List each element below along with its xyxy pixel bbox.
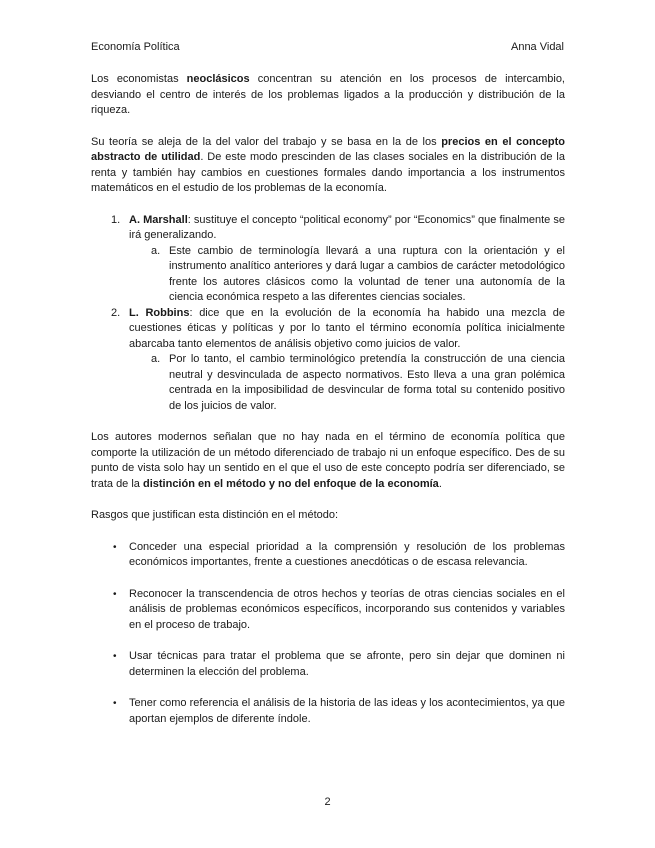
document-body bbox=[91, 72, 565, 727]
bullet-dot: • bbox=[113, 651, 117, 662]
paragraph-text: Su teoría se aleja de la del valor del trabajo y se basa en la de los bbox=[91, 135, 442, 148]
sub-list-text: Este cambio de terminología llevará a una ruptura con la orientación y el instrumento analítico anteriores y dará lugar a cambios de carácter metodológico frente los autores clásicos como la voluntad de tener una autonomía de la ciencia económica respeto a las diferentes ciencias sociales. bbox=[169, 244, 565, 303]
sub-list-letter: a. bbox=[151, 244, 161, 257]
paragraph-neoclassics bbox=[91, 72, 565, 119]
numbered-list bbox=[91, 213, 565, 415]
paragraph-bold: neoclásicos bbox=[186, 73, 250, 85]
list-item-text: : dice que en la evolución de la economía ha habido una mezcla de cuestiones éticas y políticas y por lo tanto el término economía política inicialmente abarcaba tanto elementos de análisis objetivo como juicios de valor. bbox=[129, 306, 565, 350]
paragraph-text: Los autores modernos señalan que no hay nada en el término de economía política que comporte la utilización de un método diferenciado de trabajo ni un enfoque específico. Des de su punto de vista solo hay un sentido en el que el uso de este concepto podría ser diferenciado, se trata de la bbox=[91, 431, 565, 490]
bullet-text: Conceder una especial prioridad a la comprensión y resolución de los problemas económicos importantes, frente a cuestiones anecdóticas o de escasa relevancia. bbox=[129, 540, 565, 568]
paragraph-text: . bbox=[438, 477, 442, 490]
bullet-list bbox=[91, 540, 565, 728]
list-item-text: : sustituye el concepto “political economy” por “Economics” que finalmente se irá generalizando. bbox=[129, 213, 565, 241]
bullet-item bbox=[91, 696, 565, 727]
paragraph-bold: distinción en el método y no del enfoque de la economía bbox=[142, 477, 439, 490]
sub-list-item bbox=[91, 352, 565, 414]
bullet-item bbox=[91, 587, 565, 634]
paragraph-text: Los economistas bbox=[91, 73, 187, 85]
bullet-item bbox=[91, 540, 565, 571]
page-header bbox=[91, 41, 564, 55]
list-number: 1. bbox=[111, 213, 121, 226]
bullet-text: Usar técnicas para tratar el problema que se afronte, pero sin dejar que dominen ni determinen la elección del problema. bbox=[129, 650, 565, 678]
bullet-text: Tener como referencia el análisis de la historia de las ideas y los acontecimientos, ya que aportan ejemplos de diferente índole. bbox=[129, 697, 565, 725]
bullet-item bbox=[91, 649, 565, 680]
paragraph-bold: precios en el concepto abstracto de utilidad bbox=[91, 135, 566, 163]
sub-list-letter: a. bbox=[151, 353, 161, 365]
list-item-author: L. Robbins bbox=[129, 306, 190, 319]
bullet-dot: • bbox=[113, 588, 117, 600]
page-number: 2 bbox=[324, 796, 331, 808]
bullet-dot: • bbox=[113, 698, 117, 709]
bullet-dot: • bbox=[113, 541, 117, 553]
list-item bbox=[91, 306, 565, 353]
list-number: 2. bbox=[111, 306, 121, 319]
header-author: Anna Vidal bbox=[510, 41, 564, 53]
paragraph-text: concentran su atención en los procesos de intercambio, desviando el centro de interés de los problemas ligados a la producción y distribución de la riqueza. bbox=[91, 73, 565, 116]
paragraph-text: . De este modo prescinden de las clases sociales en la distribución de la renta y también hay cambios en cuestiones formales dando importancia a los instrumentos matemáticos en el estudio de los problemas de la economía. bbox=[91, 151, 565, 194]
paragraph-utility bbox=[91, 135, 565, 197]
paragraph-modern-authors bbox=[91, 430, 565, 492]
list-item bbox=[91, 213, 565, 244]
sub-list-item bbox=[91, 244, 565, 306]
header-title: Economía Política bbox=[91, 41, 180, 53]
list-item-author: A. Marshall bbox=[129, 213, 188, 226]
paragraph-traits-intro: Rasgos que justifican esta distinción en el método: bbox=[91, 509, 339, 521]
sub-list-text: Por lo tanto, el cambio terminológico pretendía la construcción de una ciencia neutral y desvinculada de aspecto normativos. Esto lleva a una gran polémica centrada en la imposibilidad de desvincular de forma total su contenido positivo de los juicios de valor. bbox=[169, 353, 565, 412]
bullet-text: Reconocer la transcendencia de otros hechos y teorías de otras ciencias sociales en el análisis de problemas económicos específicos, incorporando sus contenidos y variables en el proceso de trabajo. bbox=[129, 587, 565, 631]
